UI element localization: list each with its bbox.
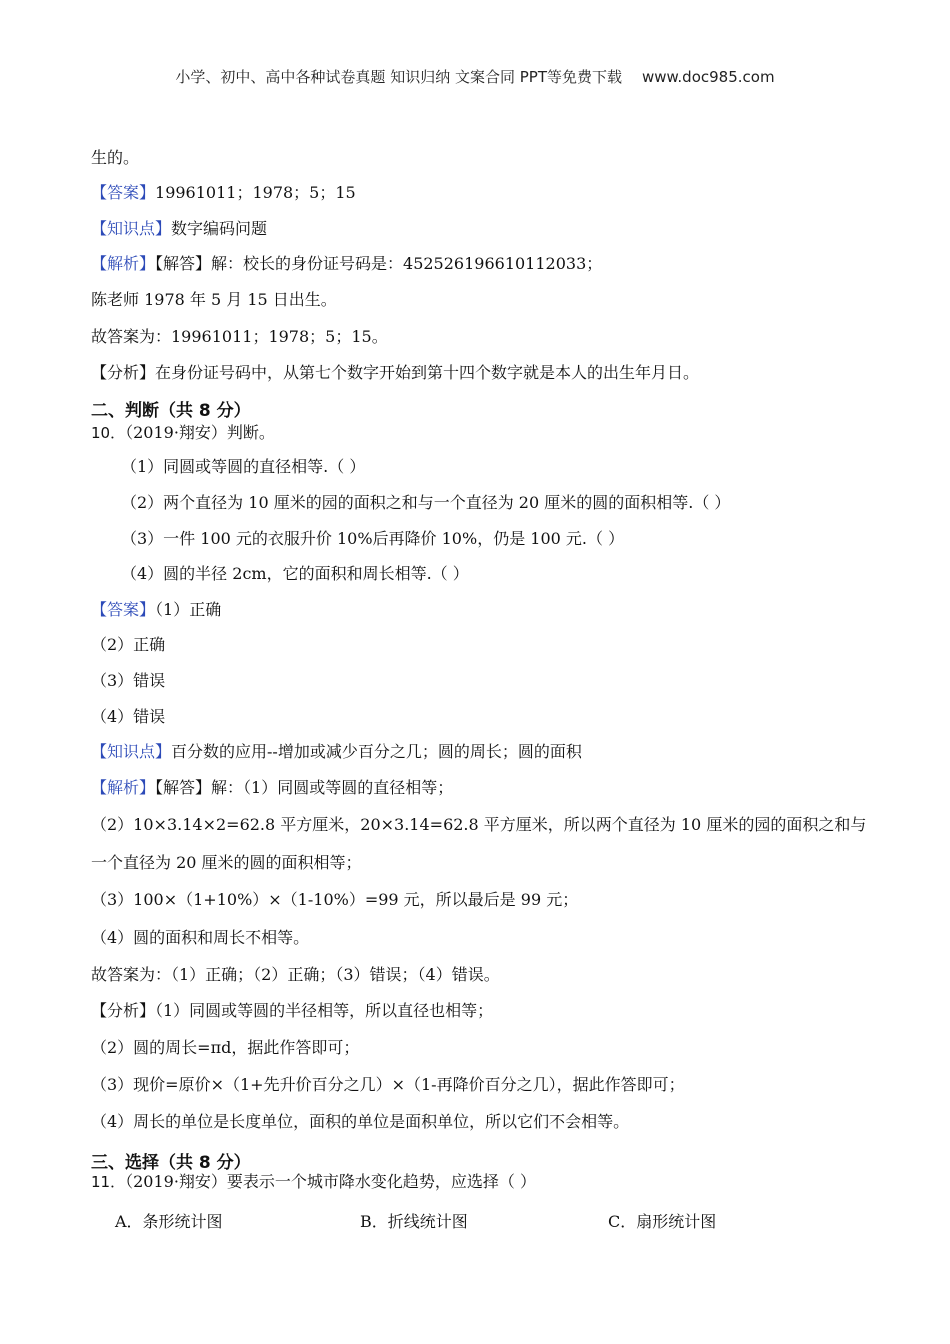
analysis-text: 【解答】解：（1）同圆或等圆的直径相等； [155, 778, 454, 797]
header-text: 小学、初中、高中各种试卷真题 知识归纳 文案合同 PPT等免费下载 [175, 68, 622, 86]
question-text: （2019·翔安）要表示一个城市降水变化趋势，应选择（ ） [125, 1172, 536, 1191]
answer-text: （1）正确 [155, 600, 222, 619]
answer-line: （3）错误 [91, 671, 166, 690]
analysis-line: （3）现价=原价×（1+先升价百分之几）×（1-再降价百分之几），据此作答即可； [91, 1075, 685, 1094]
q9-line: 故答案为：19961011；1978；5；15。 [91, 327, 388, 346]
analysis-tag: 【解析】 [91, 778, 156, 797]
answer-text: 19961011；1978；5；15 [155, 183, 356, 202]
answer-tag: 【答案】 [91, 600, 156, 619]
analysis-line: （4）圆的面积和周长不相等。 [91, 928, 310, 947]
option-c: C．扇形统计图 [608, 1212, 717, 1231]
analysis-text: 【解答】解：校长的身份证号码是：452526196610112033； [155, 254, 603, 273]
q10-answer [91, 600, 221, 620]
section-title: 二、判断（共 8 分） [91, 401, 251, 421]
q9-answer [91, 183, 356, 203]
analysis-line: （3）100×（1+10%）×（1-10%）=99 元，所以最后是 99 元； [91, 890, 579, 909]
header-site: www.doc985.com [641, 68, 775, 86]
q10-analysis [91, 778, 453, 798]
question-10 [91, 423, 275, 443]
analysis-line: （2）10×3.14×2=62.8 平方厘米，20×3.14=62.8 平方厘米，所以两个直径为 10 厘米的园的面积之和与 [91, 815, 867, 834]
judge-item: （3）一件 100 元的衣服升价 10%后再降价 10%，仍是 100 元.（ ） [121, 529, 625, 548]
option-a: A．条形统计图 [115, 1212, 223, 1231]
analysis-line: 【分析】（1）同圆或等圆的半径相等，所以直径也相等； [91, 1001, 494, 1020]
judge-item: （1）同圆或等圆的直径相等.（ ） [121, 457, 366, 476]
question-number: 11． [91, 1173, 126, 1191]
answer-line: （4）错误 [91, 707, 166, 726]
knowledge-tag: 【知识点】 [91, 742, 172, 761]
knowledge-tag: 【知识点】 [91, 219, 172, 238]
q9-knowledge-point [91, 219, 267, 239]
q9-line: 陈老师 1978 年 5 月 15 日出生。 [91, 290, 337, 309]
analysis-tag: 【解析】 [91, 254, 156, 273]
analysis-line: 一个直径为 20 厘米的圆的面积相等； [91, 853, 362, 872]
q9-continuation: 生的。 [91, 148, 140, 167]
judge-item: （4）圆的半径 2cm，它的面积和周长相等.（ ） [121, 564, 469, 583]
option-b: B．折线统计图 [360, 1212, 468, 1231]
judge-item: （2）两个直径为 10 厘米的园的面积之和与一个直径为 20 厘米的圆的面积相等.（ ） [121, 493, 731, 512]
knowledge-text: 百分数的应用--增加或减少百分之几；圆的周长；圆的面积 [171, 742, 582, 761]
analysis-line: （2）圆的周长=πd，据此作答即可； [91, 1038, 360, 1057]
answer-line: （2）正确 [91, 635, 166, 654]
q10-knowledge-point [91, 742, 582, 762]
page-header [0, 66, 950, 87]
q9-analyze: 【分析】在身份证号码中，从第七个数字开始到第十四个数字就是本人的出生年月日。 [91, 363, 700, 382]
question-number: 10． [91, 424, 126, 442]
knowledge-text: 数字编码问题 [171, 219, 268, 238]
q9-analysis [91, 254, 602, 274]
answer-tag: 【答案】 [91, 183, 156, 202]
analysis-line: 故答案为：（1）正确；（2）正确；（3）错误；（4）错误。 [91, 965, 500, 984]
analysis-line: （4）周长的单位是长度单位，面积的单位是面积单位，所以它们不会相等。 [91, 1112, 630, 1131]
question-text: （2019·翔安）判断。 [125, 423, 275, 442]
question-11 [91, 1172, 536, 1192]
section-title: 三、选择（共 8 分） [91, 1153, 251, 1173]
